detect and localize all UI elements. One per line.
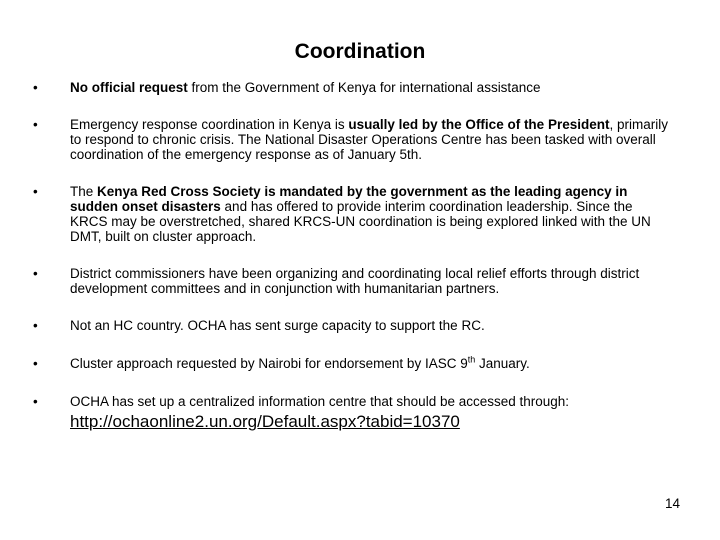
bullet-marker: • bbox=[33, 356, 38, 371]
bullet-marker: • bbox=[33, 318, 38, 333]
bullet-text: from the Government of Kenya for international assistance bbox=[187, 80, 541, 95]
bullet-item-cluster-approach bbox=[33, 356, 673, 371]
bullet-bold-text: usually led by the Office of the President bbox=[348, 117, 610, 132]
bullet-text: District commissioners have been organizing and coordinating local relief efforts through district development committees and in conjunction with humanitarian partners. bbox=[70, 266, 640, 296]
bullet-text: The bbox=[70, 184, 98, 199]
bullet-bold-text: No official request bbox=[70, 80, 188, 95]
bullet-text: OCHA has set up a centralized information centre that should be accessed through: bbox=[70, 394, 570, 409]
bullet-text: Not an HC country. OCHA has sent surge capacity to support the RC. bbox=[70, 318, 485, 333]
bullet-text: Emergency response coordination in Kenya is bbox=[70, 117, 349, 132]
bullet-marker: • bbox=[33, 394, 38, 409]
bullet-item-kenya-red-cross bbox=[33, 184, 673, 244]
bullet-marker: • bbox=[33, 80, 38, 95]
ordinal-superscript: th bbox=[467, 354, 476, 365]
bullet-bold-text: Kenya Red Cross Society is mandated by the government as the leading agency in sudden onset disasters bbox=[70, 184, 628, 214]
bullet-text: and has offered to provide interim coordination leadership. Since the KRCS may be overstretched, shared KRCS-UN coordination is being explored linked with the UN DMT, built on cluster approach. bbox=[70, 199, 651, 244]
bullet-item-official-request bbox=[33, 80, 673, 95]
bullet-text: , primarily to respond to chronic crisis. The National Disaster Operations Centre has been tasked with overall coordination of the emergency response as of January 5th. bbox=[70, 117, 668, 162]
bullet-marker: • bbox=[33, 266, 38, 281]
page-number: 14 bbox=[664, 496, 680, 511]
bullet-item-coordination-lead bbox=[33, 117, 673, 162]
bullet-text: Cluster approach requested by Nairobi for endorsement by IASC 9 bbox=[70, 356, 468, 371]
bullet-marker: • bbox=[33, 117, 38, 132]
bullet-text: January. bbox=[475, 356, 530, 371]
information-centre-link[interactable]: http://ochaonline2.un.org/Default.aspx?tabid=10370 bbox=[70, 412, 460, 431]
bullet-item-hc-country bbox=[33, 318, 673, 333]
slide-title: Coordination bbox=[294, 40, 426, 63]
bullet-marker: • bbox=[33, 184, 38, 199]
bullet-item-district-commissioners bbox=[33, 266, 673, 296]
bullet-item-information-centre bbox=[33, 394, 673, 432]
bullet-list bbox=[33, 80, 673, 454]
